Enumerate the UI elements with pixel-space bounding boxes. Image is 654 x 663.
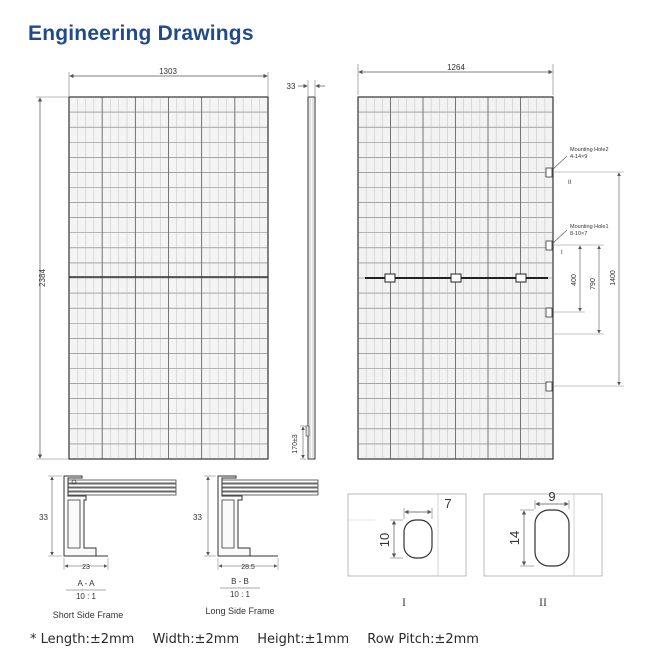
short-frame-caption: Short Side Frame — [52, 610, 124, 620]
short-frame-width: 23 — [82, 564, 90, 571]
short-frame-section: A - A — [77, 579, 95, 588]
long-frame-section: B - B — [231, 577, 249, 586]
marker-i: I — [561, 250, 563, 256]
tolerance-width: Width:±2mm — [152, 632, 240, 647]
junction-box-right — [516, 274, 526, 282]
back-width-label: 1264 — [447, 63, 465, 72]
short-frame-height: 33 — [39, 513, 48, 522]
short-side-frame — [39, 476, 176, 620]
front-width-label: 1303 — [159, 67, 177, 76]
mounting-hole-1-label: Mounting Hole1 — [570, 224, 609, 230]
front-height-label: 2384 — [38, 269, 47, 287]
back-view-panel — [358, 63, 624, 459]
detail-i-caption: I — [402, 595, 406, 609]
short-frame-scale: 10 : 1 — [75, 592, 97, 601]
detail-ii — [484, 489, 602, 609]
junction-box-left — [385, 274, 395, 282]
tolerance-length: * Length:±2mm — [30, 632, 135, 647]
detail-i-height: 10 — [377, 532, 392, 548]
detail-ii-width: 9 — [548, 489, 556, 504]
long-side-frame — [193, 476, 318, 616]
detail-i-width: 7 — [444, 496, 452, 511]
side-frame-label: 170±3 — [292, 434, 299, 454]
detail-ii-height: 14 — [507, 530, 522, 546]
side-view-panel — [287, 80, 325, 459]
page-title: Engineering Drawings — [28, 22, 254, 45]
front-view-panel — [36, 67, 268, 459]
dim-790: 790 — [590, 278, 597, 290]
mounting-hole-2-marker — [546, 168, 552, 177]
mounting-hole-2-label: Mounting Hole2 — [570, 147, 609, 153]
side-thickness-label: 33 — [286, 82, 296, 91]
junction-box-center — [451, 274, 461, 282]
dim-1400: 1400 — [610, 270, 617, 286]
marker-ii: II — [568, 180, 572, 186]
detail-i — [348, 494, 466, 609]
long-frame-scale: 10 : 1 — [229, 590, 251, 599]
mounting-hole-1-size: 8-10×7 — [570, 231, 588, 237]
tolerance-footer — [30, 632, 493, 647]
mounting-hole-2-size: 4-14×9 — [570, 154, 588, 160]
detail-ii-caption: II — [539, 595, 547, 609]
long-frame-height: 33 — [193, 513, 202, 522]
dim-400: 400 — [571, 274, 578, 286]
long-frame-caption: Long Side Frame — [205, 606, 275, 616]
long-frame-width: 28.5 — [241, 564, 255, 571]
mounting-hole-1-marker — [546, 241, 552, 250]
tolerance-row-pitch: Row Pitch:±2mm — [367, 632, 479, 647]
detail-i-hole — [404, 520, 432, 558]
detail-ii-hole — [535, 510, 569, 566]
tolerance-height: Height:±1mm — [257, 632, 350, 647]
